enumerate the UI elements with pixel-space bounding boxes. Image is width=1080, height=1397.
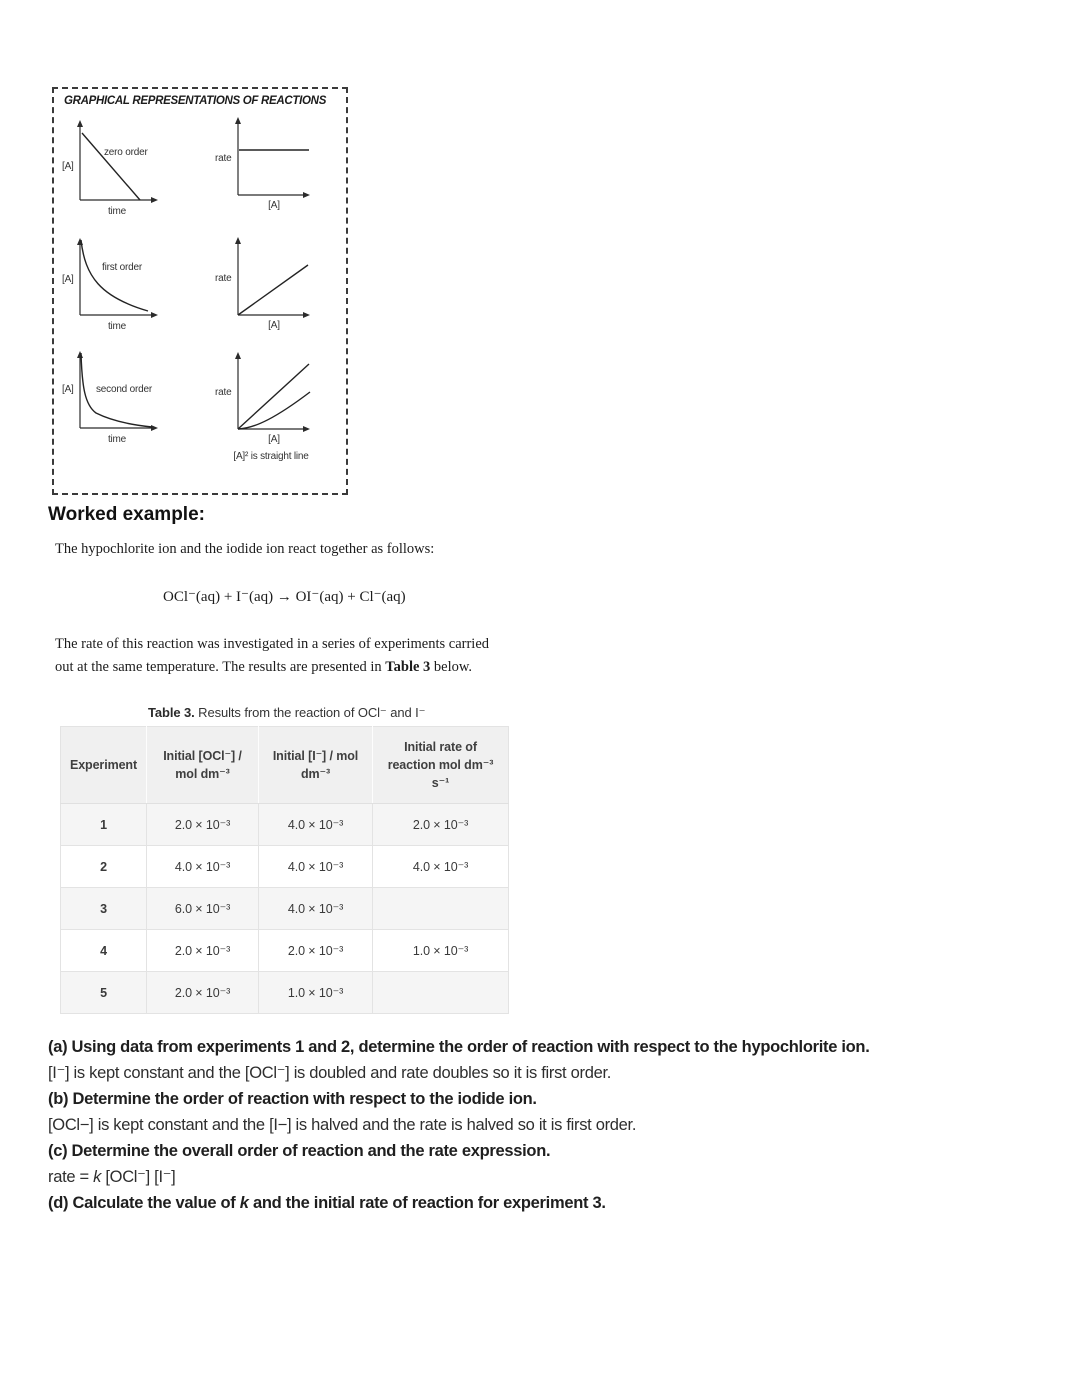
order-label: first order: [102, 262, 143, 273]
table-caption-number: Table 3.: [148, 705, 195, 720]
y-axis-arrow: [77, 351, 83, 358]
question-d-prefix: (d) Calculate the value of: [48, 1194, 240, 1212]
question-c: (c) Determine the overall order of reaction and the rate expression.: [48, 1142, 551, 1160]
body-paragraph-line2: [55, 659, 472, 676]
y-axis-label: [A]: [62, 161, 74, 172]
second-order-conc-time-graph: [60, 347, 160, 452]
cell-experiment: 4: [61, 930, 147, 972]
graph-box-title: GRAPHICAL REPRESENTATIONS OF REACTIONS: [64, 95, 327, 107]
y-axis-label: rate: [215, 387, 232, 398]
x-axis-label: time: [107, 434, 127, 445]
second-order-rate-curve: [238, 392, 310, 429]
x-axis-arrow: [151, 425, 158, 431]
x-axis-arrow: [303, 426, 310, 432]
x-axis-label: time: [107, 206, 127, 217]
x-axis-label: [A]: [268, 200, 280, 211]
y-axis-label: rate: [215, 153, 232, 164]
cell-experiment: 5: [61, 972, 147, 1014]
reaction-equation: OCl⁻(aq) + I⁻(aq) → OI⁻(aq) + Cl⁻(aq): [163, 589, 406, 605]
rate-expression-suffix: [OCl⁻] [I⁻]: [101, 1168, 176, 1186]
order-label: second order: [96, 384, 152, 395]
table-row: [61, 930, 509, 972]
rate-constant-k: k: [239, 1194, 249, 1212]
order-label: zero order: [104, 147, 148, 158]
first-order-decay-curve: [81, 240, 148, 311]
table-caption: [148, 705, 425, 721]
cell-experiment: 2: [61, 846, 147, 888]
first-order-conc-time-graph: [60, 234, 160, 339]
table-header-row: [61, 727, 509, 804]
cell-i: 4.0 × 10⁻³: [259, 888, 373, 930]
cell-ocl: 2.0 × 10⁻³: [147, 804, 259, 846]
table-row: [61, 972, 509, 1014]
cell-rate: 4.0 × 10⁻³: [373, 846, 509, 888]
cell-rate: 2.0 × 10⁻³: [373, 804, 509, 846]
cell-i: 1.0 × 10⁻³: [259, 972, 373, 1014]
table-row: [61, 888, 509, 930]
second-order-rate-conc-graph: [207, 347, 322, 469]
col-header-initial-rate: Initial rate of reaction mol dm⁻³ s⁻¹: [373, 727, 509, 804]
rate-expression-prefix: rate =: [48, 1168, 94, 1186]
body-paragraph-line1: The rate of this reaction was investigated in a series of experiments carried: [55, 636, 490, 652]
x-axis-label: [A]: [268, 320, 280, 331]
table-row: [61, 804, 509, 846]
answer-b: [OCl−] is kept constant and the [I−] is halved and the rate is halved so it is first order.: [48, 1116, 637, 1134]
question-d-suffix: and the initial rate of reaction for experiment 3.: [248, 1194, 606, 1212]
worked-example-heading: Worked example:: [48, 504, 205, 525]
body-line2-suffix: below.: [430, 659, 473, 675]
intro-paragraph: The hypochlorite ion and the iodide ion react together as follows:: [55, 541, 435, 557]
body-line2-prefix: out at the same temperature. The results are presented in: [55, 659, 386, 675]
cell-rate: 1.0 × 10⁻³: [373, 930, 509, 972]
questions-section: [48, 1034, 1023, 1216]
col-header-experiment: Experiment: [61, 727, 147, 804]
y-axis-label: [A]: [62, 384, 74, 395]
rate-constant-k: k: [93, 1168, 102, 1186]
cell-rate: [373, 888, 509, 930]
x-axis-arrow: [151, 197, 158, 203]
table-caption-text: Results from the reaction of OCl⁻ and I⁻: [194, 705, 426, 720]
zero-order-conc-time-graph: [60, 116, 160, 221]
cell-ocl: 2.0 × 10⁻³: [147, 972, 259, 1014]
zero-order-rate-conc-graph: [207, 114, 322, 214]
y-axis-arrow: [235, 117, 241, 124]
proportional-rate-line: [238, 265, 308, 315]
cell-experiment: 1: [61, 804, 147, 846]
cell-i: 4.0 × 10⁻³: [259, 846, 373, 888]
y-axis-arrow: [235, 237, 241, 244]
answer-c-rate-expression: [48, 1164, 1023, 1190]
y-axis-arrow: [235, 352, 241, 359]
x-axis-arrow: [303, 192, 310, 198]
question-b: (b) Determine the order of reaction with respect to the iodide ion.: [48, 1090, 537, 1108]
cell-experiment: 3: [61, 888, 147, 930]
straight-reference-line: [238, 364, 309, 429]
y-axis-label: rate: [215, 273, 232, 284]
answer-a: [I⁻] is kept constant and the [OCl⁻] is doubled and rate doubles so it is first order.: [48, 1064, 612, 1082]
results-table: [60, 726, 509, 1014]
cell-i: 2.0 × 10⁻³: [259, 930, 373, 972]
col-header-initial-ocl: Initial [OCl⁻] / mol dm⁻³: [147, 727, 259, 804]
squared-note-label: [A]² is straight line: [233, 451, 309, 462]
cell-ocl: 4.0 × 10⁻³: [147, 846, 259, 888]
x-axis-label: [A]: [268, 434, 280, 445]
question-a: (a) Using data from experiments 1 and 2, determine the order of reaction with respect to the hypochlorite ion.: [48, 1038, 870, 1056]
x-axis-label: time: [107, 321, 127, 332]
x-axis-arrow: [151, 312, 158, 318]
x-axis-arrow: [303, 312, 310, 318]
table-3-reference: Table 3: [385, 659, 431, 675]
zero-order-line: [82, 133, 140, 200]
cell-ocl: 6.0 × 10⁻³: [147, 888, 259, 930]
y-axis-arrow: [77, 120, 83, 127]
col-header-initial-i: Initial [I⁻] / mol dm⁻³: [259, 727, 373, 804]
table-row: [61, 846, 509, 888]
cell-ocl: 2.0 × 10⁻³: [147, 930, 259, 972]
question-d: [48, 1190, 1023, 1216]
y-axis-label: [A]: [62, 274, 74, 285]
graphical-representations-box: [52, 87, 348, 495]
cell-i: 4.0 × 10⁻³: [259, 804, 373, 846]
first-order-rate-conc-graph: [207, 234, 322, 334]
cell-rate: [373, 972, 509, 1014]
